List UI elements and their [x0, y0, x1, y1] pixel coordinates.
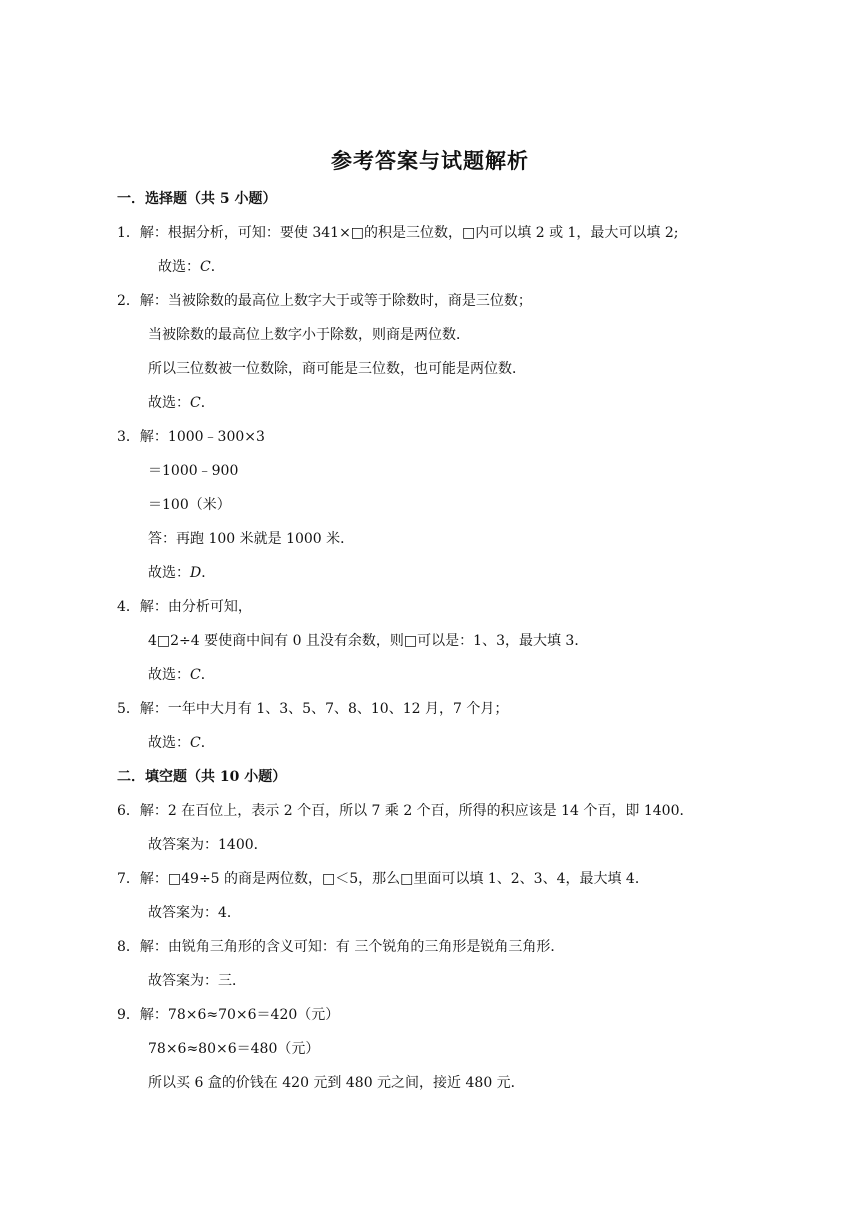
q5-solution-line: 5．解：一年中大月有 1、3、5、7、8、10、12 月，7 个月；	[117, 701, 509, 717]
q4-pick	[148, 665, 215, 685]
pick-letter: C	[200, 259, 211, 275]
pick-letter: C	[190, 395, 201, 411]
q8-solution-line: 8．解：由锐角三角形的含义可知：有 三个锐角的三角形是锐角三角形．	[117, 939, 565, 955]
q3-solution-line: 3．解：1000﹣300×3	[117, 429, 265, 445]
pick-prefix: 故选：	[148, 395, 190, 411]
q9-solution-line-2: 78×6≈80×6＝480（元）	[148, 1041, 320, 1057]
pick-letter: C	[190, 667, 201, 683]
q2-solution-line: 2．解：当被除数的最高位上数字大于或等于除数时，商是三位数；	[117, 293, 532, 309]
q2-solution-line-3: 所以三位数被一位数除，商可能是三位数，也可能是两位数．	[148, 361, 526, 377]
q9-solution-line: 9．解：78×6≈70×6＝420（元）	[117, 1007, 340, 1023]
q8-answer: 故答案为：三．	[148, 973, 246, 989]
q4-solution-line-2: 4□2÷4 要使商中间有 0 且没有余数，则□可以是：1、3，最大填 3．	[148, 633, 589, 649]
section-heading-choice: 一．选择题（共 5 小题）	[117, 191, 277, 207]
q7-answer: 故答案为：4．	[148, 905, 241, 921]
pick-suffix: ．	[200, 667, 215, 683]
q3-pick	[148, 563, 215, 583]
q2-solution-line-2: 当被除数的最高位上数字小于除数，则商是两位数．	[148, 327, 470, 343]
pick-suffix: ．	[200, 395, 215, 411]
q3-solution-line-2: ＝1000﹣900	[148, 463, 239, 479]
pick-prefix: 故选：	[148, 667, 190, 683]
pick-suffix: ．	[201, 565, 216, 581]
q2-pick	[148, 393, 215, 413]
section-heading-fill: 二．填空题（共 10 小题）	[117, 769, 287, 785]
pick-prefix: 故选：	[148, 565, 190, 581]
q4-solution-line: 4．解：由分析可知，	[117, 599, 252, 615]
q1-pick	[158, 257, 225, 277]
q6-answer: 故答案为：1400．	[148, 837, 268, 853]
pick-letter: C	[190, 735, 201, 751]
pick-prefix: 故选：	[158, 259, 200, 275]
page-title: 参考答案与试题解析	[331, 148, 529, 173]
q6-solution-line: 6．解：2 在百位上，表示 2 个百，所以 7 乘 2 个百，所得的积应该是 14 个百，即 1400．	[117, 803, 694, 819]
q1-solution-line: 1．解：根据分析，可知：要使 341×□的积是三位数，□内可以填 2 或 1，最大可以填 2;	[117, 225, 679, 241]
pick-letter: D	[190, 565, 202, 581]
pick-suffix: ．	[200, 735, 215, 751]
pick-prefix: 故选：	[148, 735, 190, 751]
q7-solution-line: 7．解：□49÷5 的商是两位数，□＜5，那么□里面可以填 1、2、3、4，最大填 4．	[117, 871, 649, 887]
pick-suffix: ．	[210, 259, 225, 275]
q9-solution-line-3: 所以买 6 盒的价钱在 420 元到 480 元之间，接近 480 元．	[148, 1075, 525, 1091]
q5-pick	[148, 733, 215, 753]
q3-solution-line-3: ＝100（米）	[148, 497, 231, 513]
q3-answer-line: 答：再跑 100 米就是 1000 米．	[148, 531, 355, 547]
